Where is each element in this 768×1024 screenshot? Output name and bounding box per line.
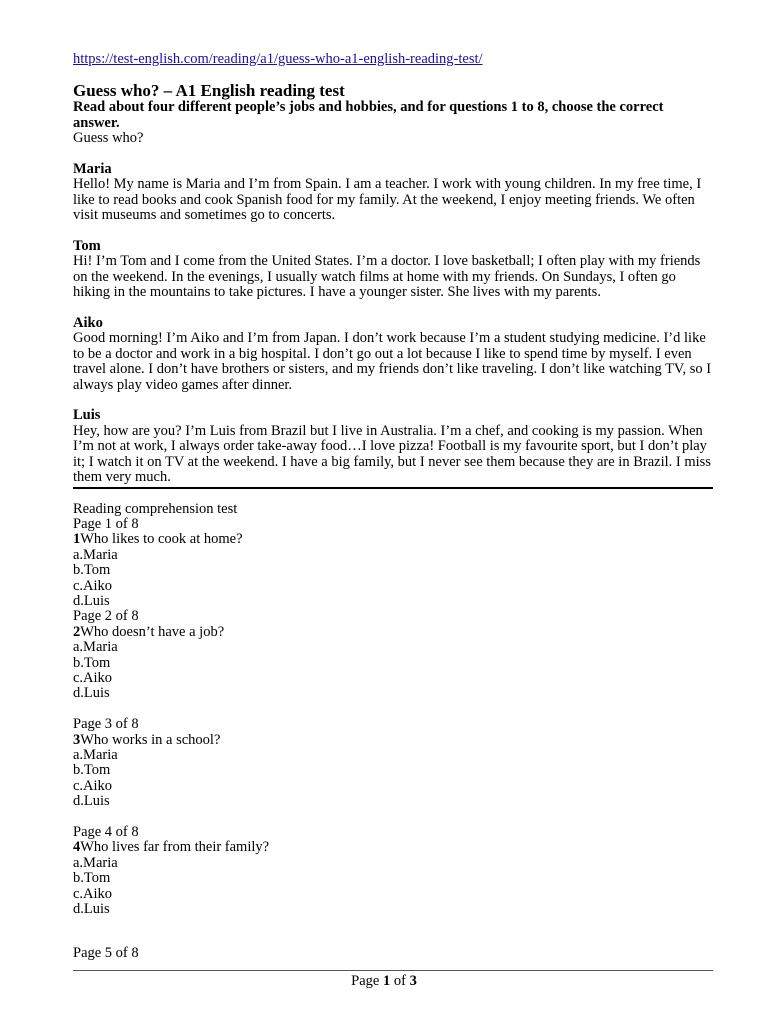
person-text: Hey, how are you? I’m Luis from Brazil but I live in Australia. I’m a chef, and cooking is my passion. When I’m not at work, I always order take-away food…I love pizza! Football is my favourite sport, but I don’t play it; I watch it on TV at the weekend. I have a big family, but I never see them because they are in Brazil. I miss them very much. bbox=[73, 422, 711, 486]
footer-divider bbox=[73, 970, 713, 971]
question-1 bbox=[73, 517, 713, 609]
question-number: 3 bbox=[73, 731, 81, 748]
option-b[interactable]: b.Tom bbox=[73, 870, 111, 887]
question-page-label: Page 4 of 8 bbox=[73, 824, 139, 840]
option-a[interactable]: a.Maria bbox=[73, 639, 118, 656]
footer-of: of bbox=[393, 973, 406, 989]
option-b[interactable]: b.Tom bbox=[73, 762, 111, 779]
page-5-label: Page 5 of 8 bbox=[73, 945, 139, 961]
option-c[interactable]: c.Aiko bbox=[73, 577, 113, 594]
question-page-label: Page 3 of 8 bbox=[73, 716, 139, 733]
person-name: Tom bbox=[73, 238, 101, 255]
person-name: Maria bbox=[73, 161, 112, 178]
question-text: Who lives far from their family? bbox=[80, 839, 270, 856]
document-page bbox=[73, 52, 713, 917]
question-text-line bbox=[73, 733, 713, 748]
option-c[interactable]: c.Aiko bbox=[73, 885, 113, 902]
option-d[interactable]: d.Luis bbox=[73, 901, 110, 918]
person-aiko bbox=[73, 316, 713, 393]
option-c[interactable]: c.Aiko bbox=[73, 777, 113, 794]
question-page-label: Page 2 of 8 bbox=[73, 608, 139, 625]
person-name: Aiko bbox=[73, 315, 103, 332]
option-a[interactable]: a.Maria bbox=[73, 854, 118, 871]
person-luis bbox=[73, 408, 713, 485]
question-text-line bbox=[73, 625, 713, 640]
question-text: Who likes to cook at home? bbox=[80, 531, 243, 548]
question-text: Who works in a school? bbox=[80, 731, 221, 748]
page-title: Guess who? – A1 English reading test bbox=[73, 81, 345, 101]
page-footer bbox=[0, 974, 768, 989]
person-text: Hi! I’m Tom and I come from the United States. I’m a doctor. I love basketball; I often play with my friends on the weekend. In the evenings, I usually watch films at home with my friends. On Sundays, I often go hiking in the mountains to take pictures. I have a younger sister. She lives with my parents. bbox=[73, 253, 701, 301]
question-3 bbox=[73, 717, 713, 809]
question-text-line bbox=[73, 532, 713, 547]
question-number: 2 bbox=[73, 623, 81, 640]
person-text: Hello! My name is Maria and I’m from Spain. I am a teacher. I work with young children. In my free time, I like to read books and cook Spanish food for my family. At the weekend, I enjoy meeting friends. We often visit museums and sometimes go to concerts. bbox=[73, 176, 702, 224]
test-label: Reading comprehension test bbox=[73, 500, 238, 517]
person-text: Good morning! I’m Aiko and I’m from Japan. I don’t work because I’m a student studying medicine. I’d like to be a doctor and work in a big hospital. I don’t go out a lot because I like to spend time by myself. I even travel alone. I don’t have brothers or sisters, and my friends don’t like traveling. I don’t like watching TV, so I always play video games after dinner. bbox=[73, 330, 712, 393]
question-number: 1 bbox=[73, 531, 81, 548]
option-b[interactable]: b.Tom bbox=[73, 562, 111, 579]
person-tom bbox=[73, 239, 713, 301]
option-d[interactable]: d.Luis bbox=[73, 592, 110, 609]
option-a[interactable]: a.Maria bbox=[73, 546, 118, 563]
question-4 bbox=[73, 825, 713, 917]
person-maria bbox=[73, 162, 713, 224]
question-page-label: Page 1 of 8 bbox=[73, 515, 139, 532]
footer-prefix: Page bbox=[351, 973, 380, 989]
question-2 bbox=[73, 609, 713, 701]
option-c[interactable]: c.Aiko bbox=[73, 669, 113, 686]
option-d[interactable]: d.Luis bbox=[73, 793, 110, 810]
option-a[interactable]: a.Maria bbox=[73, 746, 118, 763]
option-b[interactable]: b.Tom bbox=[73, 654, 111, 671]
footer-current-page: 1 bbox=[382, 973, 391, 989]
instructions: Read about four different people’s jobs and hobbies, and for questions 1 to 8, choose the correct answer. bbox=[73, 99, 664, 131]
question-text: Who doesn’t have a job? bbox=[80, 623, 225, 640]
footer-total-pages: 3 bbox=[409, 973, 417, 989]
option-d[interactable]: d.Luis bbox=[73, 685, 110, 702]
question-number: 4 bbox=[73, 839, 81, 856]
person-name: Luis bbox=[73, 407, 101, 424]
question-text-line bbox=[73, 840, 713, 855]
subtitle: Guess who? bbox=[73, 130, 144, 147]
source-url-link[interactable]: https://test-english.com/reading/a1/guess-who-a1-english-reading-test/ bbox=[73, 51, 483, 67]
section-divider bbox=[73, 487, 713, 489]
